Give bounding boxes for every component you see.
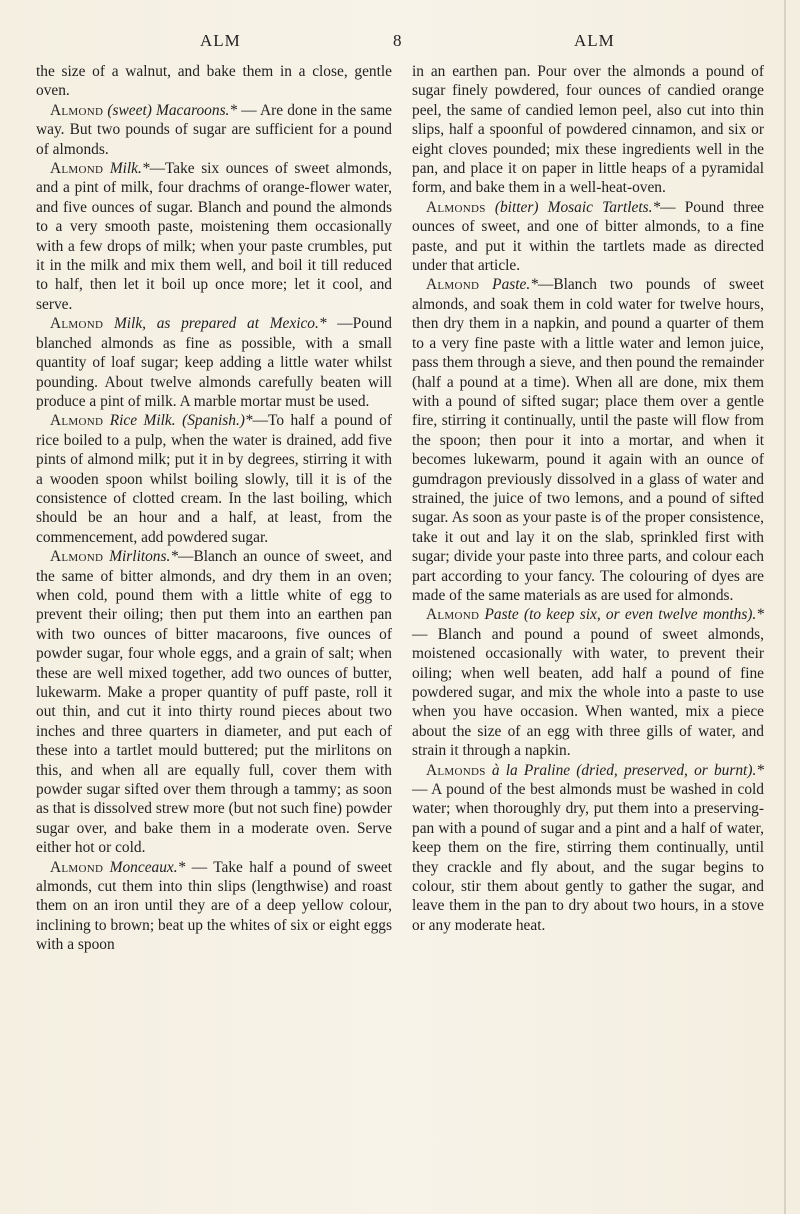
entry-body: — Are done in the same way. But two pounds of sugar are sufficient for a pound of almonds. <box>36 101 392 158</box>
entry-body: —To half a pound of rice boiled to a pulp, when the water is drained, add five pints of almond milk; put it in by degrees, stirring it with a wooden spoon whilst boiling slowly, till it is of the consistence of clotted cream. In the last boiling, which should be an hour and a half, at least, from the commencement, add powdered sugar. <box>36 412 393 546</box>
page-edge-shadow <box>784 0 786 1214</box>
entry-body: —Pound blanched almonds as fine as possible, with a small quantity of loaf sugar; keep adding a little water whilst pounding. About twelve almonds carefully beaten will produce a pint of milk. A marble mortar must be used. <box>36 315 392 410</box>
entry <box>36 411 392 547</box>
entry-head: Almond <box>50 160 104 178</box>
entry-head: Almond <box>50 101 104 119</box>
entry-head: Almonds <box>426 198 486 216</box>
entry <box>412 275 764 605</box>
entry <box>36 101 392 159</box>
entry <box>36 314 392 411</box>
entry-title: (bitter) Mosaic Tartlets.* <box>494 198 661 216</box>
entry <box>412 761 764 936</box>
entry-body: — A pound of the best almonds must be washed in cold water; when thoroughly dry, put them into a preserving-pan with a pound of sugar and a pint and a half of water, keep them on the fire, stirring them continually, until they crackle and fly about, and the sugar begins to colour, stir them about gently to gather the sugar, and leave them in the pan to dry about two hours, in a stove or any moderate heat. <box>412 781 764 934</box>
entry-title: Milk.* <box>109 160 150 178</box>
entry-head: Almond <box>426 606 480 624</box>
entry <box>412 198 764 276</box>
entry-title: Rice Milk. (Spanish.)* <box>109 412 253 430</box>
running-header <box>0 31 800 55</box>
entry-head: Almond <box>50 412 104 430</box>
entry <box>36 858 392 955</box>
entry-title: à la Praline (dried, preserved, or burnt).* <box>491 761 764 779</box>
entry-head: Almond <box>426 276 480 294</box>
continuation-text: in an earthen pan. Pour over the almonds a pound of sugar finely powdered, four ounces of candied orange peel, the same of candied lemon peel, also cut into thin slips, half a spoonful of powdered cinnamon, and six or eight cloves pounded; mix these ingredients well in the pan, and place it on paper in little heaps of a pyramidal form, and bake them in a well-heat-oven. <box>412 63 764 197</box>
entry-title: Monceaux.* <box>109 858 186 876</box>
entry-title: Paste (to keep six, or even twelve months).* <box>484 606 764 624</box>
entry-head: Almond <box>50 315 104 333</box>
entry-title: Mirlitons.* <box>109 548 179 566</box>
entry-body: —Blanch an ounce of sweet, and the same of bitter almonds, and dry them in an oven; when cold, pound them with a little white of egg to prevent their oiling; then put them into an earthen pan with two ounces of bitter macaroons, five ounces of powder sugar, four whole eggs, and a grain of salt; when these are well mixed together, add two ounces of butter, lukewarm. Make a proper quantity of puff paste, roll it out thin, and cut it into thirty round pieces about two inches and three quarters in diameter, and put each of these into a tartlet mould buttered; put the mirlitons on this, and when all are equally full, cover them with powder sugar sifted over them through a tammy; as soon as that is dissolved strew more (but not such fine) powder sugar over, and bake them in a moderate oven. Serve either hot or cold. <box>36 548 392 857</box>
left-column <box>36 62 392 955</box>
entry-head: Almond <box>50 548 104 566</box>
entry-head: Almonds <box>426 761 486 779</box>
continuation-text: the size of a walnut, and bake them in a close, gentle oven. <box>36 63 392 100</box>
entry <box>36 547 392 858</box>
right-column <box>412 62 764 935</box>
header-left-word: ALM <box>200 31 241 50</box>
entry-body: — Take half a pound of sweet almonds, cut them into thin slips (lengthwise) and roast them on an iron until they are of a deep yellow colour, inclining to brown; beat up the whites of six or eight eggs with a spoon <box>36 858 392 954</box>
entry-title: Milk, as prepared at Mexico.* <box>113 315 327 333</box>
entry-title: (sweet) Macaroons.* <box>107 101 238 119</box>
entry-title: Paste.* <box>492 276 538 294</box>
entry-body: — Blanch and pound a pound of sweet almonds, moistened occasionally with water, to prevent their oiling; when well beaten, add half a pound of fine powdered sugar, and mix the whole into a paste to use when you have occasion. When wanted, mix a piece about the size of an egg with three gills of water, and strain it through a napkin. <box>412 625 764 760</box>
entry-head: Almond <box>50 858 104 876</box>
header-right-word: ALM <box>574 31 615 50</box>
entry <box>36 159 392 314</box>
entry <box>412 605 764 760</box>
entry-body: —Take six ounces of sweet almonds, and a pint of milk, four drachms of orange-flower water, and five ounces of sugar. Blanch and pound the almonds to a very smooth paste, moistening them occasionally with a few drops of milk; when your paste crumbles, put it in the milk and mix them well, and boil it till reduced to half, then let it boil up once more; let it cool, and serve. <box>36 160 392 313</box>
page-number: 8 <box>393 31 403 50</box>
entry-body: — Pound three ounces of sweet, and one of bitter almonds, to a fine paste, and put it within the tartlets made as directed under that article. <box>412 198 765 275</box>
entry-body: —Blanch two pounds of sweet almonds, and soak them in cold water for twelve hours, then dry them in a napkin, and pound a quarter of them to a very fine paste with a little water and lemon juice, pass them through a sieve, and then pound the remainder (half a pound at a time). When all are done, mix them with a pound of sifted sugar; place them over a gentle fire, stirring it continually, until the paste will flow from the spoon; then pour it into a mortar, and when it becomes lukewarm, pound it again with an ounce of gumdragon previously dissolved in a glass of water and strained, the juice of two lemons, and a pound of sifted sugar. As soon as your paste is of the proper consistence, take it out and lay it on the slab, sprinkled first with sugar; divide your paste into three parts, and colour each part according to your fancy. The colouring of dyes are made of the same materials as are used for almonds. <box>412 276 764 604</box>
